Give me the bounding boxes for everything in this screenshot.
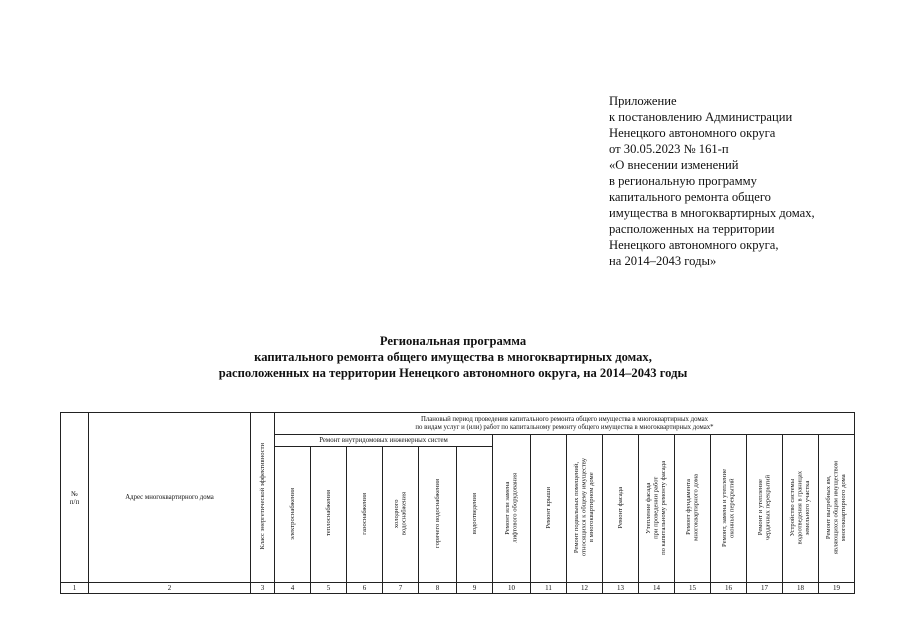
header-col-8: горячего водоснабжения	[419, 447, 457, 583]
column-number: 7	[383, 583, 419, 594]
appendix-line: Приложение	[609, 94, 677, 108]
header-energy-class-label: Класс энергетической эффективности	[258, 443, 266, 550]
header-col-17: Ремонт и утепление чердачных перекрытий	[747, 435, 783, 583]
title-line: расположенных на территории Ненецкого автономного округа, на 2014–2043 годы	[218, 366, 688, 380]
column-number: 18	[783, 583, 819, 594]
column-number: 1	[61, 583, 89, 594]
column-number: 10	[493, 583, 531, 594]
appendix-line: от 30.05.2023 № 161-п	[609, 142, 729, 156]
column-number: 6	[347, 583, 383, 594]
header-energy-class	[251, 413, 275, 583]
header-col-15: Ремонт фундамента многоквартирного дома	[675, 435, 711, 583]
header-col-4: электроснабжения	[275, 447, 311, 583]
header-col-5: теплоснабжения	[311, 447, 347, 583]
column-number: 2	[89, 583, 251, 594]
header-col-7: холодного водоснабжения	[383, 447, 419, 583]
appendix-line: к постановлению Администрации	[609, 110, 793, 124]
appendix-line: капитального ремонта общего	[609, 190, 771, 204]
appendix-block	[609, 93, 815, 269]
header-col-9: водоотведения	[457, 447, 493, 583]
appendix-line: в региональную программу	[609, 174, 757, 188]
column-number: 17	[747, 583, 783, 594]
appendix-line: Ненецкого автономного округа	[609, 126, 776, 140]
column-number: 8	[419, 583, 457, 594]
header-engineering: Ремонт внутридомовых инженерных систем	[275, 435, 493, 447]
header-col-14: Утепление фасада при проведении работ по капитальному ремонту фасада	[639, 435, 675, 583]
column-number: 14	[639, 583, 675, 594]
header-index: № п/п	[61, 413, 89, 583]
column-number: 5	[311, 583, 347, 594]
appendix-line: на 2014–2043 годы»	[609, 254, 717, 268]
column-number: 4	[275, 583, 311, 594]
header-col-6: газоснабжения	[347, 447, 383, 583]
header-col-19: Ремонт выгребных ям, являющихся общим имуществом многоквартирного дома	[819, 435, 855, 583]
column-number: 3	[251, 583, 275, 594]
appendix-line: Ненецкого автономного округа,	[609, 238, 779, 252]
column-number: 16	[711, 583, 747, 594]
column-number: 12	[567, 583, 603, 594]
program-table	[60, 412, 855, 594]
column-number: 9	[457, 583, 493, 594]
header-col-18: Устройство системы водоотведения в границах земельного участка	[783, 435, 819, 583]
column-number: 13	[603, 583, 639, 594]
appendix-line: «О внесении изменений	[609, 158, 739, 172]
column-number: 11	[531, 583, 567, 594]
header-col-10: Ремонт или замена лифтового оборудования	[493, 435, 531, 583]
appendix-line: имущества в многоквартирных домах,	[609, 206, 815, 220]
header-address: Адрес многоквартирного дома	[89, 413, 251, 583]
header-col-13: Ремонт фасада	[603, 435, 639, 583]
document-title	[0, 333, 906, 381]
title-line: Региональная программа	[379, 334, 527, 348]
header-col-12: Ремонт подвальных помещений, относящихся к общему имуществу в многоквартирном доме	[567, 435, 603, 583]
header-period: Плановый период проведения капитального ремонта общего имущества в многоквартирных домах по видам услуг и (или) работ по капитальному ремонту общего имущества в многоквартирных домах*	[275, 413, 855, 435]
column-number: 15	[675, 583, 711, 594]
appendix-line: расположенных на территории	[609, 222, 775, 236]
title-line: капитального ремонта общего имущества в многоквартирных домах,	[254, 350, 652, 364]
column-number-row	[61, 583, 855, 594]
column-number: 19	[819, 583, 855, 594]
header-col-16: Ремонт, замена и утепление оконных перекрытий	[711, 435, 747, 583]
header-col-11: Ремонт крыши	[531, 435, 567, 583]
